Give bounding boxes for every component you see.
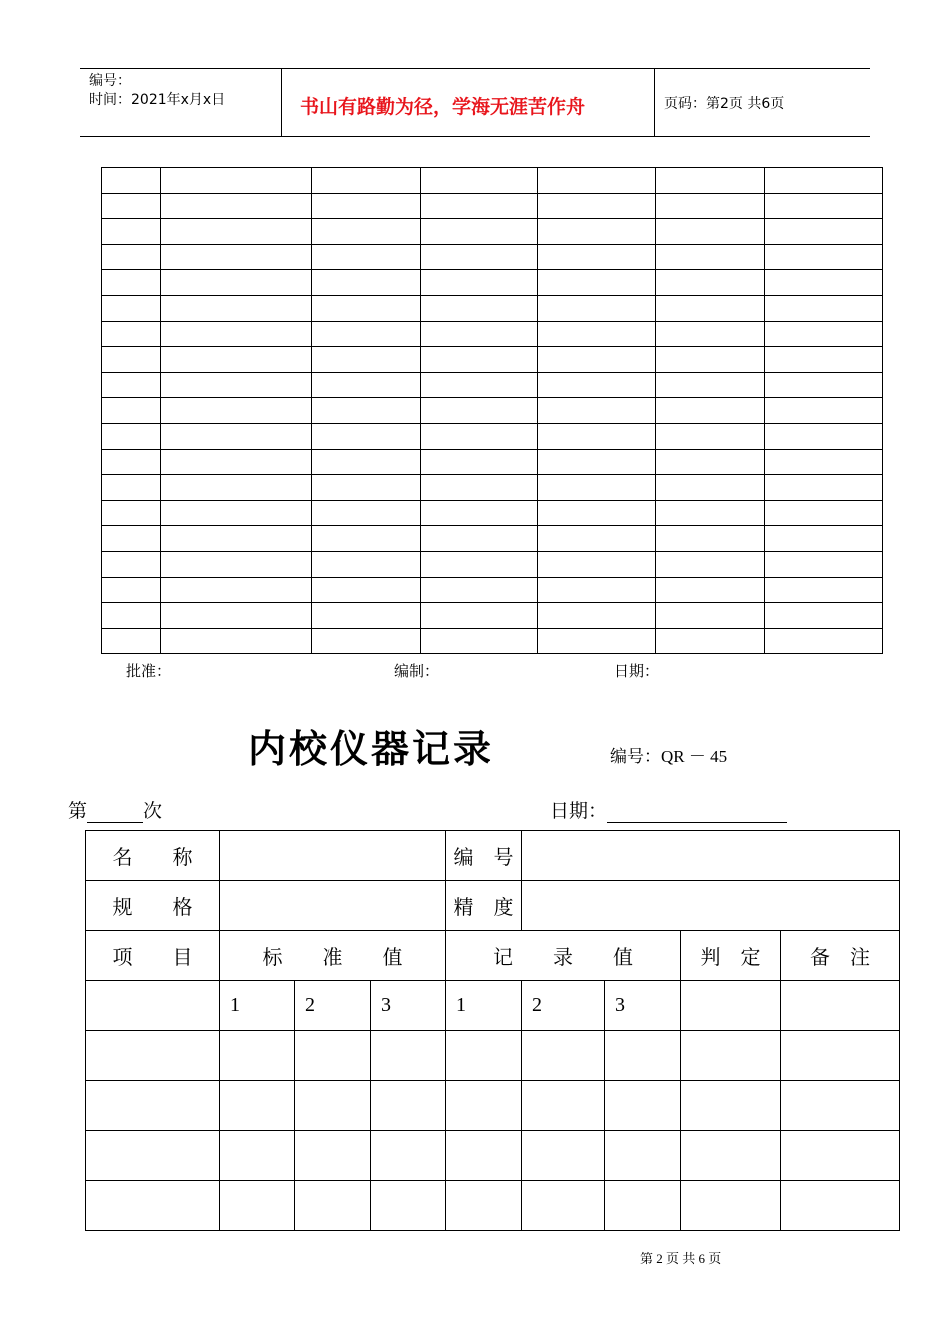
grid-cell[interactable]	[102, 628, 161, 654]
recorded-index-3: 3	[605, 981, 681, 1031]
grid-cell[interactable]	[765, 628, 883, 654]
grid-cell[interactable]	[538, 295, 656, 321]
grid-cell[interactable]	[765, 244, 883, 270]
form-data-cell[interactable]	[681, 1031, 781, 1081]
grid-row	[102, 475, 883, 501]
grid-cell[interactable]	[312, 526, 421, 552]
grid-cell[interactable]	[161, 270, 312, 296]
grid-row	[102, 603, 883, 629]
grid-cell[interactable]	[161, 526, 312, 552]
grid-cell[interactable]	[656, 244, 765, 270]
form-data-cell[interactable]	[446, 1081, 522, 1131]
grid-cell[interactable]	[421, 500, 538, 526]
round-prefix: 第	[68, 801, 88, 822]
header-number-label: 编号：	[89, 73, 131, 89]
grid-cell[interactable]	[538, 168, 656, 194]
grid-cell[interactable]	[765, 551, 883, 577]
header-page-info: 页码：第2页 共6页	[664, 96, 785, 112]
form-data-cell[interactable]	[220, 1081, 295, 1131]
grid-row	[102, 526, 883, 552]
grid-cell[interactable]	[765, 423, 883, 449]
grid-cell[interactable]	[102, 295, 161, 321]
precision-value[interactable]	[522, 881, 900, 931]
form-data-cell[interactable]	[86, 1031, 220, 1081]
grid-row	[102, 500, 883, 526]
grid-cell[interactable]	[421, 398, 538, 424]
grid-row	[102, 551, 883, 577]
grid-cell[interactable]	[312, 295, 421, 321]
form-data-cell[interactable]	[522, 1031, 605, 1081]
grid-cell[interactable]	[765, 603, 883, 629]
grid-cell[interactable]	[656, 526, 765, 552]
grid-cell[interactable]	[765, 449, 883, 475]
grid-row	[102, 347, 883, 373]
grid-cell[interactable]	[312, 347, 421, 373]
form-data-cell[interactable]	[605, 1031, 681, 1081]
record-date-line	[550, 796, 787, 823]
grid-cell[interactable]	[538, 603, 656, 629]
grid-cell[interactable]	[161, 475, 312, 501]
grid-cell[interactable]	[538, 321, 656, 347]
grid-row	[102, 628, 883, 654]
grid-cell[interactable]	[102, 321, 161, 347]
grid-cell[interactable]	[421, 219, 538, 245]
grid-cell[interactable]	[765, 577, 883, 603]
grid-cell[interactable]	[656, 295, 765, 321]
grid-cell[interactable]	[102, 551, 161, 577]
form-data-cell[interactable]	[371, 1181, 446, 1231]
form-data-cell[interactable]	[681, 1081, 781, 1131]
calibration-form-table	[85, 830, 900, 1231]
grid-cell[interactable]	[538, 628, 656, 654]
grid-cell[interactable]	[161, 449, 312, 475]
precision-label: 精 度	[446, 881, 522, 931]
grid-cell[interactable]	[161, 244, 312, 270]
grid-cell[interactable]	[161, 628, 312, 654]
grid-cell[interactable]	[765, 526, 883, 552]
grid-cell[interactable]	[312, 449, 421, 475]
grid-cell[interactable]	[102, 577, 161, 603]
grid-cell[interactable]	[538, 270, 656, 296]
grid-row	[102, 244, 883, 270]
grid-cell[interactable]	[312, 628, 421, 654]
grid-cell[interactable]	[102, 219, 161, 245]
standard-index-3: 3	[371, 981, 446, 1031]
grid-cell[interactable]	[421, 193, 538, 219]
grid-cell[interactable]	[765, 347, 883, 373]
judgement-header: 判 定	[681, 931, 781, 981]
approve-label: 批准：	[126, 662, 172, 680]
form-data-cell[interactable]	[446, 1181, 522, 1231]
grid-cell[interactable]	[656, 449, 765, 475]
grid-cell[interactable]	[312, 244, 421, 270]
grid-cell[interactable]	[656, 577, 765, 603]
form-data-cell[interactable]	[86, 1081, 220, 1131]
grid-cell[interactable]	[421, 423, 538, 449]
recorded-index-2: 2	[522, 981, 605, 1031]
grid-cell[interactable]	[765, 372, 883, 398]
grid-cell[interactable]	[102, 347, 161, 373]
grid-cell[interactable]	[102, 475, 161, 501]
grid-cell[interactable]	[312, 603, 421, 629]
record-date-label: 日期：	[550, 801, 608, 822]
grid-cell[interactable]	[538, 475, 656, 501]
grid-cell[interactable]	[421, 449, 538, 475]
grid-cell[interactable]	[538, 372, 656, 398]
grid-cell[interactable]	[161, 577, 312, 603]
grid-cell[interactable]	[421, 321, 538, 347]
grid-row	[102, 219, 883, 245]
form-data-cell[interactable]	[781, 1181, 900, 1231]
grid-cell[interactable]	[765, 168, 883, 194]
grid-cell[interactable]	[538, 398, 656, 424]
form-data-row	[86, 1081, 900, 1131]
grid-cell[interactable]	[161, 193, 312, 219]
grid-cell[interactable]	[765, 500, 883, 526]
name-value[interactable]	[220, 831, 446, 881]
form-data-cell[interactable]	[522, 1181, 605, 1231]
grid-cell[interactable]	[421, 168, 538, 194]
grid-cell[interactable]	[421, 270, 538, 296]
grid-cell[interactable]	[102, 193, 161, 219]
form-data-cell[interactable]	[220, 1131, 295, 1181]
header-divider-1	[281, 68, 282, 136]
grid-cell[interactable]	[538, 244, 656, 270]
form-data-cell[interactable]	[781, 1031, 900, 1081]
grid-cell[interactable]	[312, 500, 421, 526]
form-data-row	[86, 1031, 900, 1081]
grid-cell[interactable]	[656, 270, 765, 296]
grid-cell[interactable]	[538, 500, 656, 526]
record-code: 编号：QR － 45	[610, 747, 728, 766]
grid-row	[102, 423, 883, 449]
recorded-index-1: 1	[446, 981, 522, 1031]
grid-cell[interactable]	[312, 372, 421, 398]
grid-cell[interactable]	[656, 168, 765, 194]
grid-cell[interactable]	[161, 423, 312, 449]
grid-cell[interactable]	[538, 347, 656, 373]
grid-cell[interactable]	[538, 526, 656, 552]
record-title: 内校仪器记录	[248, 726, 495, 771]
judgement-cell[interactable]	[681, 981, 781, 1031]
grid-cell[interactable]	[161, 551, 312, 577]
page-footer: 第 2 页 共 6 页	[640, 1251, 722, 1266]
grid-cell[interactable]	[312, 219, 421, 245]
spec-label: 规 格	[86, 881, 220, 931]
round-line	[68, 796, 162, 823]
grid-cell[interactable]	[538, 449, 656, 475]
grid-cell[interactable]	[312, 398, 421, 424]
grid-cell[interactable]	[421, 475, 538, 501]
grid-cell[interactable]	[656, 398, 765, 424]
signature-date-label: 日期：	[614, 662, 660, 680]
grid-cell[interactable]	[312, 475, 421, 501]
header-motto: 书山有路勤为径，学海无涯苦作舟	[300, 96, 586, 118]
grid-cell[interactable]	[102, 398, 161, 424]
form-data-cell[interactable]	[86, 1131, 220, 1181]
grid-cell[interactable]	[656, 219, 765, 245]
grid-cell[interactable]	[421, 372, 538, 398]
form-data-cell[interactable]	[681, 1181, 781, 1231]
grid-cell[interactable]	[102, 526, 161, 552]
grid-cell[interactable]	[421, 551, 538, 577]
grid-cell[interactable]	[421, 295, 538, 321]
grid-cell[interactable]	[656, 628, 765, 654]
grid-cell[interactable]	[656, 347, 765, 373]
form-data-cell[interactable]	[781, 1081, 900, 1131]
round-suffix: 次	[143, 801, 163, 822]
grid-cell[interactable]	[421, 347, 538, 373]
grid-cell[interactable]	[161, 603, 312, 629]
grid-cell[interactable]	[102, 244, 161, 270]
form-data-cell[interactable]	[86, 1181, 220, 1231]
grid-cell[interactable]	[765, 475, 883, 501]
number-label: 编 号	[446, 831, 522, 881]
grid-cell[interactable]	[161, 219, 312, 245]
grid-cell[interactable]	[161, 168, 312, 194]
grid-cell[interactable]	[765, 193, 883, 219]
grid-row	[102, 372, 883, 398]
item-cell[interactable]	[86, 981, 220, 1031]
grid-cell[interactable]	[765, 270, 883, 296]
form-data-cell[interactable]	[681, 1131, 781, 1181]
header-top-rule	[80, 68, 870, 69]
grid-row	[102, 449, 883, 475]
grid-cell[interactable]	[421, 603, 538, 629]
form-data-cell[interactable]	[220, 1031, 295, 1081]
number-value[interactable]	[522, 831, 900, 881]
form-data-cell[interactable]	[371, 1131, 446, 1181]
grid-cell[interactable]	[656, 603, 765, 629]
remark-header: 备 注	[781, 931, 900, 981]
grid-cell[interactable]	[656, 372, 765, 398]
grid-cell[interactable]	[538, 219, 656, 245]
header-divider-2	[654, 68, 655, 136]
form-data-cell[interactable]	[522, 1131, 605, 1181]
grid-cell[interactable]	[312, 551, 421, 577]
grid-row	[102, 398, 883, 424]
grid-cell[interactable]	[161, 372, 312, 398]
grid-cell[interactable]	[161, 398, 312, 424]
grid-cell[interactable]	[161, 321, 312, 347]
grid-cell[interactable]	[102, 270, 161, 296]
grid-cell[interactable]	[421, 577, 538, 603]
form-data-cell[interactable]	[446, 1131, 522, 1181]
grid-cell[interactable]	[765, 398, 883, 424]
grid-cell[interactable]	[765, 219, 883, 245]
item-header: 项 目	[86, 931, 220, 981]
grid-cell[interactable]	[656, 423, 765, 449]
form-data-cell[interactable]	[605, 1081, 681, 1131]
grid-cell[interactable]	[538, 193, 656, 219]
form-data-cell[interactable]	[295, 1081, 371, 1131]
grid-cell[interactable]	[161, 295, 312, 321]
grid-row	[102, 295, 883, 321]
grid-cell[interactable]	[538, 423, 656, 449]
form-data-cell[interactable]	[295, 1131, 371, 1181]
form-data-cell[interactable]	[446, 1031, 522, 1081]
grid-cell[interactable]	[102, 603, 161, 629]
grid-cell[interactable]	[538, 551, 656, 577]
grid-cell[interactable]	[312, 168, 421, 194]
form-data-cell[interactable]	[522, 1081, 605, 1131]
blank-record-grid	[101, 167, 883, 654]
header-time-label: 时间：2021年x月x日	[89, 92, 226, 108]
remark-cell[interactable]	[781, 981, 900, 1031]
form-data-cell[interactable]	[295, 1181, 371, 1231]
grid-row	[102, 270, 883, 296]
form-data-cell[interactable]	[220, 1181, 295, 1231]
grid-cell[interactable]	[312, 423, 421, 449]
form-data-cell[interactable]	[295, 1031, 371, 1081]
grid-cell[interactable]	[421, 244, 538, 270]
grid-cell[interactable]	[421, 526, 538, 552]
form-data-cell[interactable]	[605, 1181, 681, 1231]
prepare-label: 编制：	[394, 662, 440, 680]
grid-cell[interactable]	[312, 193, 421, 219]
record-date-blank[interactable]	[607, 802, 787, 823]
grid-cell[interactable]	[421, 628, 538, 654]
grid-cell[interactable]	[102, 372, 161, 398]
header-bottom-rule	[80, 136, 870, 137]
grid-cell[interactable]	[656, 475, 765, 501]
form-data-cell[interactable]	[781, 1131, 900, 1181]
grid-cell[interactable]	[765, 295, 883, 321]
grid-cell[interactable]	[538, 577, 656, 603]
grid-cell[interactable]	[765, 321, 883, 347]
grid-cell[interactable]	[161, 500, 312, 526]
grid-cell[interactable]	[656, 500, 765, 526]
form-data-row	[86, 1131, 900, 1181]
spec-value[interactable]	[220, 881, 446, 931]
grid-cell[interactable]	[312, 321, 421, 347]
grid-row	[102, 193, 883, 219]
standard-index-1: 1	[220, 981, 295, 1031]
form-data-cell[interactable]	[371, 1081, 446, 1131]
name-label: 名 称	[86, 831, 220, 881]
recorded-value-header: 记 录 值	[446, 931, 681, 981]
round-blank[interactable]	[87, 802, 143, 823]
grid-cell[interactable]	[102, 168, 161, 194]
form-data-cell[interactable]	[371, 1031, 446, 1081]
grid-cell[interactable]	[161, 347, 312, 373]
form-data-row	[86, 1181, 900, 1231]
grid-row	[102, 577, 883, 603]
grid-cell[interactable]	[102, 423, 161, 449]
grid-cell[interactable]	[656, 193, 765, 219]
grid-cell[interactable]	[102, 500, 161, 526]
grid-cell[interactable]	[656, 321, 765, 347]
grid-cell[interactable]	[656, 551, 765, 577]
standard-value-header: 标 准 值	[220, 931, 446, 981]
standard-index-2: 2	[295, 981, 371, 1031]
grid-row	[102, 321, 883, 347]
grid-row	[102, 168, 883, 194]
grid-cell[interactable]	[312, 270, 421, 296]
form-data-cell[interactable]	[605, 1131, 681, 1181]
grid-cell[interactable]	[312, 577, 421, 603]
grid-cell[interactable]	[102, 449, 161, 475]
